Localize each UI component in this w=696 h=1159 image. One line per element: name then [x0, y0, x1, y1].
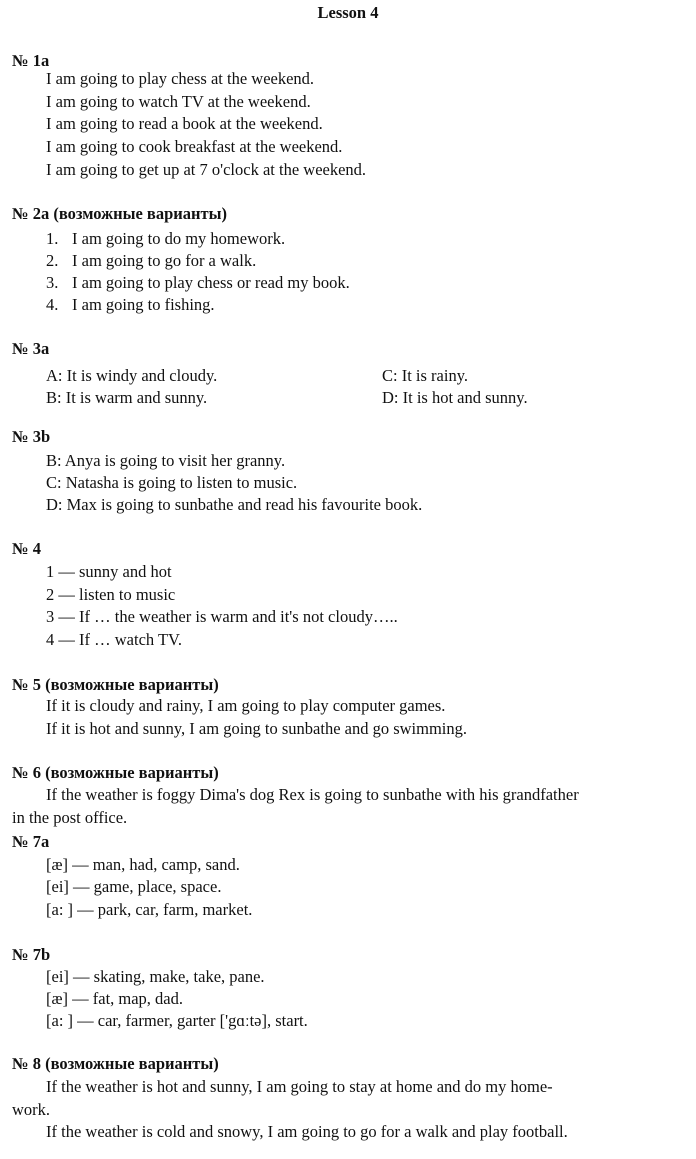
exercise-heading-7b: № 7b	[12, 945, 51, 964]
exercise-heading-3b: № 3b	[12, 427, 51, 446]
answer-line: D: It is hot and sunny.	[382, 388, 528, 407]
answer-line: 3 — If … the weather is warm and it's not cloudy…..	[46, 607, 398, 626]
answer-line: [æ] — man, had, camp, sand.	[46, 855, 240, 874]
answer-line: 4 — If … watch TV.	[46, 630, 182, 649]
exercise-heading-3a: № 3a	[12, 339, 50, 358]
exercise-heading-4: № 4	[12, 539, 41, 558]
answer-line: [a: ] — car, farmer, garter ['gɑːtə], start.	[46, 1011, 308, 1030]
page-title: Lesson 4	[317, 3, 379, 22]
answer-line: I am going to get up at 7 o'clock at the weekend.	[46, 160, 367, 179]
item-text: I am going to play chess or read my book.	[72, 273, 350, 292]
answer-line: 2 — listen to music	[46, 585, 176, 604]
item-text: I am going to fishing.	[72, 295, 215, 314]
answer-line: If it is cloudy and rainy, I am going to play computer games.	[46, 696, 446, 715]
answer-line: I am going to cook breakfast at the weekend.	[46, 137, 343, 156]
answer-line: If it is hot and sunny, I am going to sunbathe and go swimming.	[46, 719, 468, 738]
answer-line: in the post office.	[12, 808, 128, 827]
item-number: 2.	[46, 251, 59, 270]
numbered-item	[46, 251, 256, 271]
exercise-heading-8: № 8 (возможные варианты)	[12, 1054, 219, 1073]
numbered-item	[46, 229, 285, 249]
answer-line: I am going to play chess at the weekend.	[46, 69, 315, 88]
answer-line: If the weather is foggy Dima's dog Rex is going to sunbathe with his grandfather	[46, 785, 579, 804]
answer-line: [ei] — skating, make, take, pane.	[46, 967, 265, 986]
answer-line: [æ] — fat, map, dad.	[46, 989, 184, 1008]
answer-line: A: It is windy and cloudy.	[46, 366, 218, 385]
item-number: 4.	[46, 295, 59, 314]
item-number: 1.	[46, 229, 59, 248]
numbered-item	[46, 295, 215, 315]
answer-line: 1 — sunny and hot	[46, 562, 172, 581]
numbered-item	[46, 273, 350, 293]
item-text: I am going to do my homework.	[72, 229, 286, 248]
answer-line: C: It is rainy.	[382, 366, 469, 385]
exercise-heading-6: № 6 (возможные варианты)	[12, 763, 219, 782]
answer-line: C: Natasha is going to listen to music.	[46, 473, 298, 492]
answer-line: [a: ] — park, car, farm, market.	[46, 900, 253, 919]
answer-line: D: Max is going to sunbathe and read his favourite book.	[46, 495, 423, 514]
answer-line: B: It is warm and sunny.	[46, 388, 208, 407]
answer-line: [ei] — game, place, space.	[46, 877, 222, 896]
answer-line: If the weather is cold and snowy, I am going to go for a walk and play football.	[46, 1122, 568, 1141]
answer-line: B: Anya is going to visit her granny.	[46, 451, 286, 470]
item-text: I am going to go for a walk.	[72, 251, 257, 270]
exercise-heading-2a: № 2a (возможные варианты)	[12, 204, 228, 223]
exercise-heading-7a: № 7a	[12, 832, 50, 851]
answer-line: If the weather is hot and sunny, I am going to stay at home and do my home-	[46, 1077, 553, 1096]
answer-line: work.	[12, 1100, 51, 1119]
answer-line: I am going to watch TV at the weekend.	[46, 92, 311, 111]
exercise-heading-1a: № 1a	[12, 51, 50, 70]
item-number: 3.	[46, 273, 59, 292]
answer-line: I am going to read a book at the weekend.	[46, 114, 323, 133]
exercise-heading-5: № 5 (возможные варианты)	[12, 675, 219, 694]
